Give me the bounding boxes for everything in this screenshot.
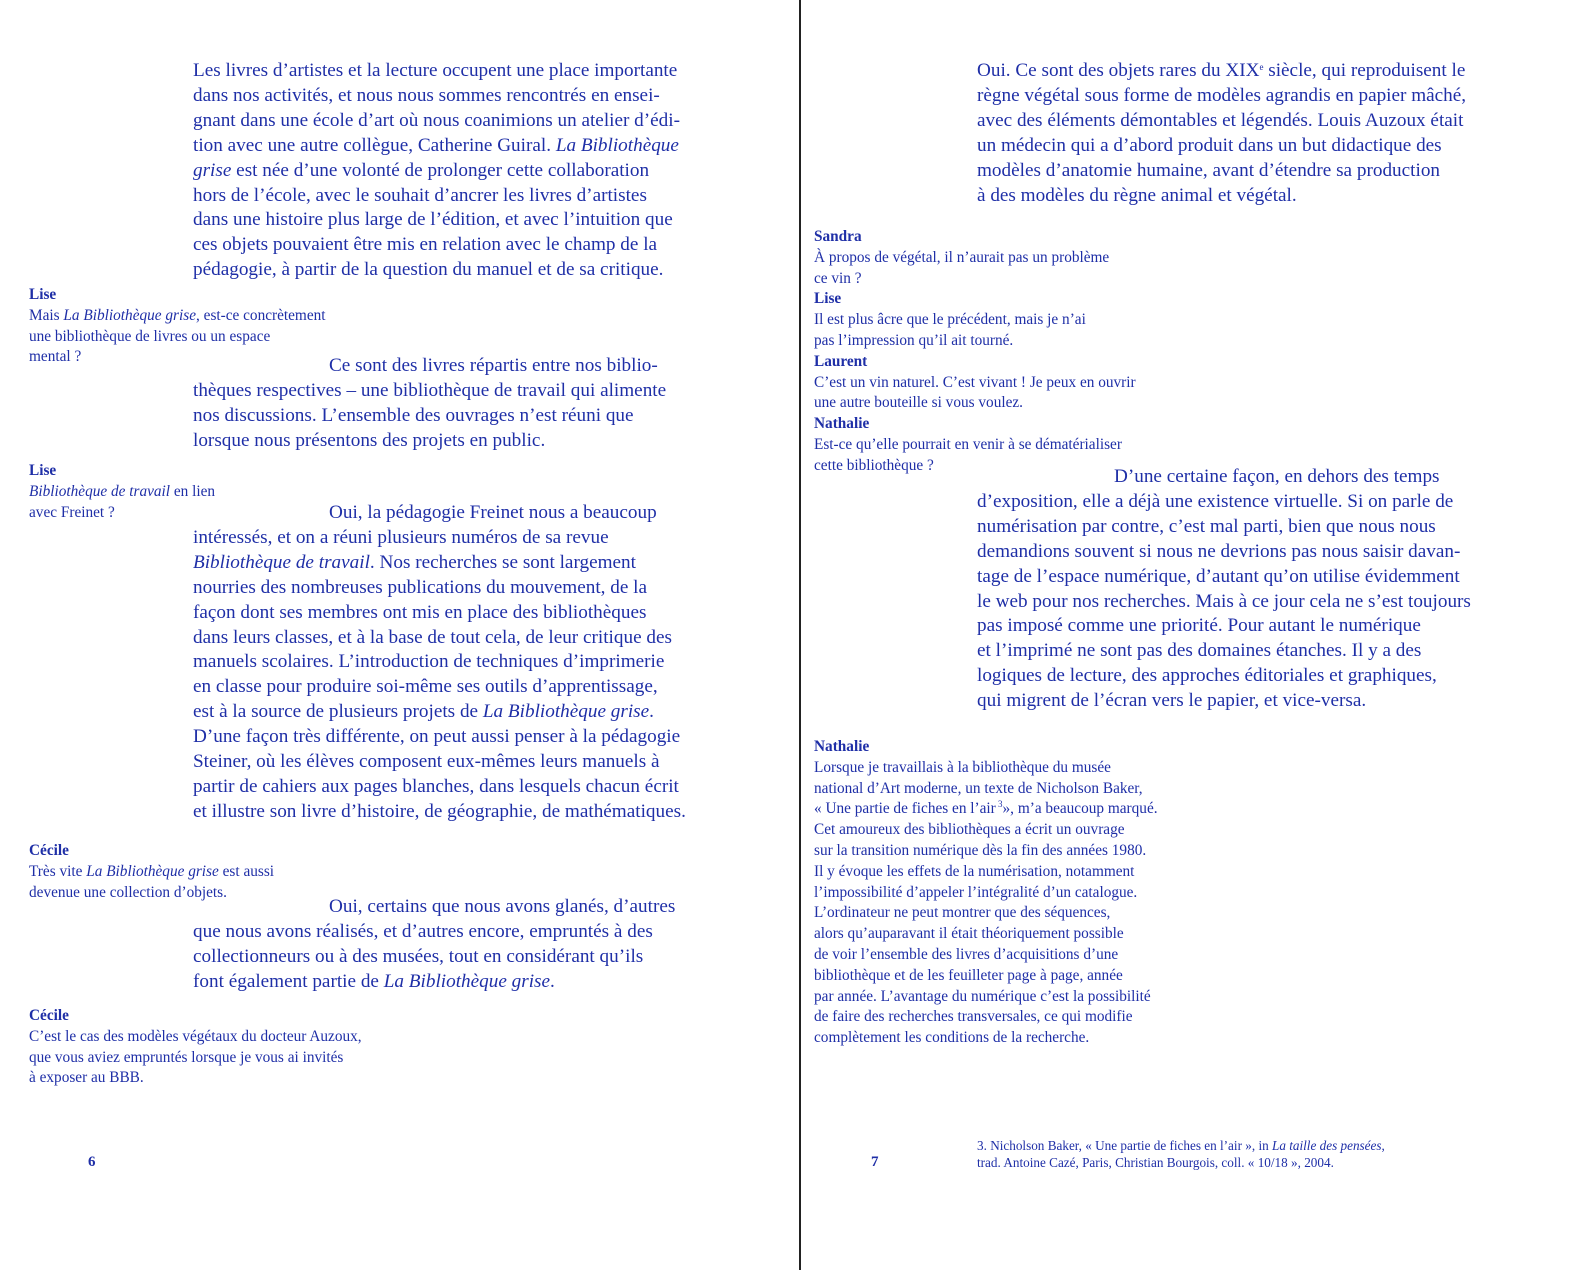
page-number-left: 6 (88, 1154, 96, 1170)
page-number-right: 7 (871, 1154, 879, 1170)
answer-paragraph-1: Ce sont des livres répartis entre nos biblio- thèques respectives – une bibliothèque de travail qui alimente nos discussions. L’ensemble des ouvrages n’est réuni que lorsque nous présentons des projets en public. (193, 355, 667, 451)
footnote-reference: 3 (995, 799, 1003, 810)
question-cecile-2: Cécile C’est le cas des modèles végétaux du docteur Auzoux, que vous aviez empruntés lorsque je vous ai invités à exposer au BBB. (29, 1007, 362, 1087)
answer-paragraph-2: Oui, la pédagogie Freinet nous a beaucoup intéressés, et on a réuni plusieurs numéros de sa revue Bibliothèque de travail. Nos recherches se sont largement nourries des nombreuses publications du mouvement, de la façon dont ses membres ont mis en place des bibliothèques dans leurs classes, et à la base de tout cela, de leur critique des manuels scolaires. L’introduction de techniques d’imprimerie en classe pour produire soi-même ses outils d’apprentissage, est à la source de plusieurs projets de La Bibliothèque grise. D’une façon très différente, on peut aussi penser à la pédagogie Steiner, où les élèves composent eux-mêmes leurs manuels à partir de cahiers aux pages blanches, dans lesquels chacun écrit et illustre son livre d’histoire, de géographie, de mathématiques. (193, 502, 686, 822)
question-nathalie: Nathalie Lorsque je travaillais à la bibliothèque du musée national d’Art moderne, un texte de Nicholson Baker, « Une partie de fiches en l’air $^3$», m’a beaucoup marqué. Cet amoureux des bibliothèques a écrit un ouvrage sur la transition numérique dès la fin des années 1980. Il y évoque les effets de la numérisation, notamment l’impossibilité d’appeler l’intégralité d’un catalogue. L’ordinateur ne peut montrer que des séquences, alors qu’auparavant il était théoriquement possible de voir l’ensemble des livres d’acquisitions d’une bibliothèque et de les feuilleter page à page, année par année. L’avantage du numérique c’est la possibilité de faire des recherches transversales, ce qui modifie complètement les conditions de la recherche. (814, 738, 1158, 1047)
speaker-name: Lise (814, 290, 842, 308)
question-lise-1: Lise Mais La Bibliothèque grise, est-ce concrètement une bibliothèque de livres ou un espace mental ? (29, 286, 326, 366)
intro-paragraph: Les livres d’artistes et la lecture occupent une place importante dans nos activités, et nous nous sommes rencontrés en ensei- gnant dans une école d’art où nous coanimions un atelier d’édi- tion avec une autre collègue, Catherine Guiral. La Bibliothèque grise est née d’une volonté de prolonger cette collaboration hors de l’école, avec le souhait d’ancrer les livres d’artistes dans une histoire plus large de l’édition, et avec l’intuition que ces objets pouvaient être mis en relation avec le champ de la pédagogie, à partir de la question du manuel et de sa critique. (193, 60, 680, 281)
dialog-exchange: Sandra À propos de végétal, il n’aurait pas un problème ce vin ? Lise Il est plus âcre que le précédent, mais je n’ai pas l’impression qu’il ait tourné. Laurent C’est un vin naturel. C’est vivant ! Je peux en ouvrir une autre bouteille si vous voulez. Nathalie Est-ce qu’elle pourrait en venir à se dématérialiser cette bibliothèque ? (814, 228, 1136, 474)
speaker-name: Sandra (814, 228, 862, 245)
speaker-name: Cécile (29, 842, 69, 859)
speaker-name: Lise (29, 462, 57, 479)
speaker-name: Nathalie (814, 415, 870, 433)
speaker-name: Lise (29, 286, 57, 303)
footnote: 3. Nicholson Baker, « Une partie de fiches en l’air », in La taille des pensées, trad. Antoine Cazé, Paris, Christian Bourgois, coll. « 10/18 », 2004. (977, 1138, 1385, 1170)
speaker-name: Cécile (29, 1007, 69, 1024)
page-gutter-divider (799, 0, 801, 1270)
speaker-name: Laurent (814, 352, 868, 370)
question-lise-2: Lise Bibliothèque de travail en lien avec Freinet ? (29, 462, 216, 521)
answer-paragraph-5: D’une certaine façon, en dehors des temps d’exposition, elle a déjà une existence virtuelle. Si on parle de numérisation par contre, c’est mal parti, bien que nous nous demandions souvent si nous ne devrions pas nous saisir davan- tage de l’espace numérique, d’autant qu’on utilise évidemment le web pour nos recherches. Mais à ce jour cela ne s’est toujours pas imposé comme une priorité. Pour autant le numérique et l’imprimé ne sont pas des domaines étanches. Il y a des logiques de lecture, des approches éditoriales et graphiques, qui migrent de l’écran vers le papier, et vice-versa. (977, 466, 1471, 712)
question-cecile-1: Cécile Très vite La Bibliothèque grise est aussi devenue une collection d’objets. (29, 842, 275, 901)
speaker-name: Nathalie (814, 738, 870, 755)
answer-paragraph-3: Oui, certains que nous avons glanés, d’autres que nous avons réalisés, et d’autres encore, empruntés à des collectionneurs ou à des musées, tout en considérant qu’ils font également partie de La Bibliothèque grise. (193, 896, 676, 992)
answer-paragraph-4: Oui. Ce sont des objets rares du XIXe siècle, qui reproduisent le règne végétal sous forme de modèles agrandis en papier mâché, avec des éléments démontables et légendés. Louis Auzoux était un médecin qui a d’abord produit dans un but didactique des modèles d’anatomie humaine, avant d’étendre sa production à des modèles du règne animal et végétal. (977, 60, 1467, 206)
